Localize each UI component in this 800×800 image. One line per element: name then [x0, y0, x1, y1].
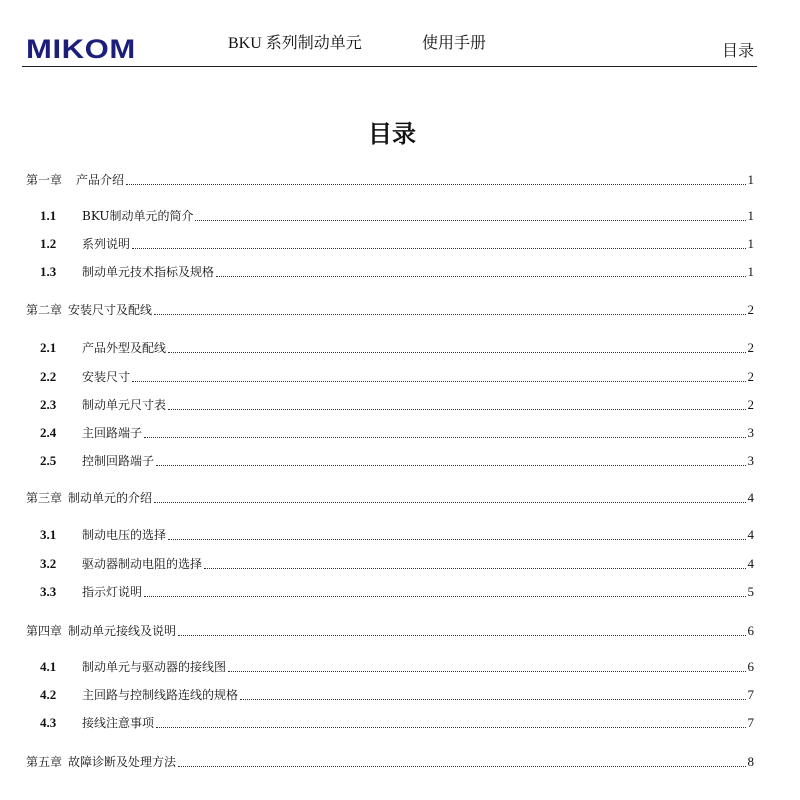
toc-entry-title: 主回路端子 [82, 426, 143, 440]
dot-leader [154, 314, 745, 315]
page-title: 目录 [368, 119, 416, 148]
toc-entry-number: 1.2 [40, 236, 57, 251]
toc-section-entry[interactable] [26, 584, 754, 600]
dot-leader [144, 437, 745, 438]
toc-entry-title: BKU制动单元的简介 [82, 209, 194, 223]
dot-leader [178, 635, 745, 636]
toc-entry-title: 系列说明 [82, 237, 131, 251]
toc-section-entry[interactable] [26, 527, 754, 543]
toc-chapter-entry[interactable] [26, 623, 754, 639]
toc-entry-number: 4.1 [40, 659, 57, 674]
toc-section-entry[interactable] [26, 556, 754, 572]
toc-chapter-entry[interactable] [26, 490, 754, 506]
toc-entry-title: 接线注意事项 [82, 716, 155, 730]
toc-entry-page: 4 [747, 556, 754, 571]
toc-entry-title: 制动电压的选择 [82, 528, 167, 542]
mikom-logo: MIKOM [26, 34, 136, 64]
dot-leader [144, 596, 745, 597]
toc-entry-number: 2.3 [40, 397, 57, 412]
dot-leader [240, 699, 745, 700]
toc-entry-title: 制动单元的介绍 [68, 491, 153, 505]
toc-entry-page: 2 [747, 369, 754, 384]
toc-entry-page: 1 [747, 208, 754, 223]
toc-entry-page: 4 [747, 527, 754, 542]
dot-leader [204, 568, 745, 569]
toc-entry-title: 安装尺寸 [82, 370, 131, 384]
toc-section-entry[interactable] [26, 397, 754, 413]
toc-entry-number: 4.3 [40, 715, 57, 730]
dot-leader [156, 727, 745, 728]
toc-entry-title: 控制回路端子 [82, 454, 155, 468]
toc-section-entry[interactable] [26, 208, 754, 224]
toc-section-entry[interactable] [26, 264, 754, 280]
dot-leader [216, 276, 745, 277]
toc-entry-title: 驱动器制动电阻的选择 [82, 557, 203, 571]
toc-entry-page: 2 [747, 397, 754, 412]
toc-entry-title: 制动单元尺寸表 [82, 398, 167, 412]
toc-section-entry[interactable] [26, 687, 754, 703]
toc-entry-number: 4.2 [40, 687, 57, 702]
toc-section-entry[interactable] [26, 425, 754, 441]
toc-entry-title: 故障诊断及处理方法 [68, 755, 177, 769]
dot-leader [168, 409, 745, 410]
toc-entry-page: 2 [747, 340, 754, 355]
toc-section-entry[interactable] [26, 236, 754, 252]
dot-leader [178, 766, 745, 767]
toc-entry-page: 6 [747, 623, 754, 638]
toc-entry-number: 2.5 [40, 453, 57, 468]
toc-entry-number: 第一章 [26, 173, 63, 187]
dot-leader [228, 671, 745, 672]
toc-entry-number: 3.3 [40, 584, 57, 599]
dot-leader [156, 465, 745, 466]
toc-entry-title: 产品外型及配线 [82, 341, 167, 355]
toc-section-entry[interactable] [26, 453, 754, 469]
toc-entry-page: 1 [747, 172, 754, 187]
toc-entry-page: 5 [747, 584, 754, 599]
toc-section-entry[interactable] [26, 659, 754, 675]
toc-entry-title: 产品介绍 [76, 173, 125, 187]
toc-entry-page: 8 [747, 754, 754, 769]
toc-entry-page: 3 [747, 425, 754, 440]
header-divider [22, 66, 757, 67]
dot-leader [168, 352, 745, 353]
toc-entry-title: 制动单元与驱动器的接线图 [82, 660, 227, 674]
header-product: BKU 系列制动单元 [228, 35, 362, 52]
dot-leader [154, 502, 745, 503]
toc-entry-number: 第三章 [26, 491, 63, 505]
header-section: 目录 [722, 43, 755, 60]
toc-entry-page: 4 [747, 490, 754, 505]
toc-entry-title: 主回路与控制线路连线的规格 [82, 688, 239, 702]
dot-leader [126, 184, 745, 185]
toc-entry-page: 6 [747, 659, 754, 674]
dot-leader [132, 381, 745, 382]
toc-entry-page: 7 [747, 715, 754, 730]
toc-entry-number: 2.1 [40, 340, 57, 355]
toc-entry-title: 指示灯说明 [82, 585, 143, 599]
dot-leader [195, 220, 745, 221]
toc-entry-page: 1 [747, 236, 754, 251]
toc-entry-number: 3.2 [40, 556, 57, 571]
header-doc-type: 使用手册 [422, 35, 487, 52]
toc-entry-page: 3 [747, 453, 754, 468]
toc-entry-page: 1 [747, 264, 754, 279]
toc-chapter-entry[interactable] [26, 172, 754, 188]
toc-entry-number: 2.2 [40, 369, 57, 384]
toc-entry-number: 2.4 [40, 425, 57, 440]
toc-entry-number: 3.1 [40, 527, 57, 542]
toc-entry-number: 第二章 [26, 303, 63, 317]
toc-chapter-entry[interactable] [26, 302, 754, 318]
toc-section-entry[interactable] [26, 369, 754, 385]
toc-section-entry[interactable] [26, 715, 754, 731]
dot-leader [132, 248, 745, 249]
toc-section-entry[interactable] [26, 340, 754, 356]
toc-entry-title: 制动单元接线及说明 [68, 624, 177, 638]
toc-entry-page: 2 [747, 302, 754, 317]
toc-chapter-entry[interactable] [26, 754, 754, 770]
toc-entry-number: 第四章 [26, 624, 63, 638]
toc-entry-title: 制动单元技术指标及规格 [82, 265, 215, 279]
toc-entry-number: 第五章 [26, 755, 63, 769]
toc-entry-number: 1.3 [40, 264, 57, 279]
dot-leader [168, 539, 745, 540]
toc-entry-title: 安装尺寸及配线 [68, 303, 153, 317]
toc-entry-page: 7 [747, 687, 754, 702]
toc-entry-number: 1.1 [40, 208, 57, 223]
